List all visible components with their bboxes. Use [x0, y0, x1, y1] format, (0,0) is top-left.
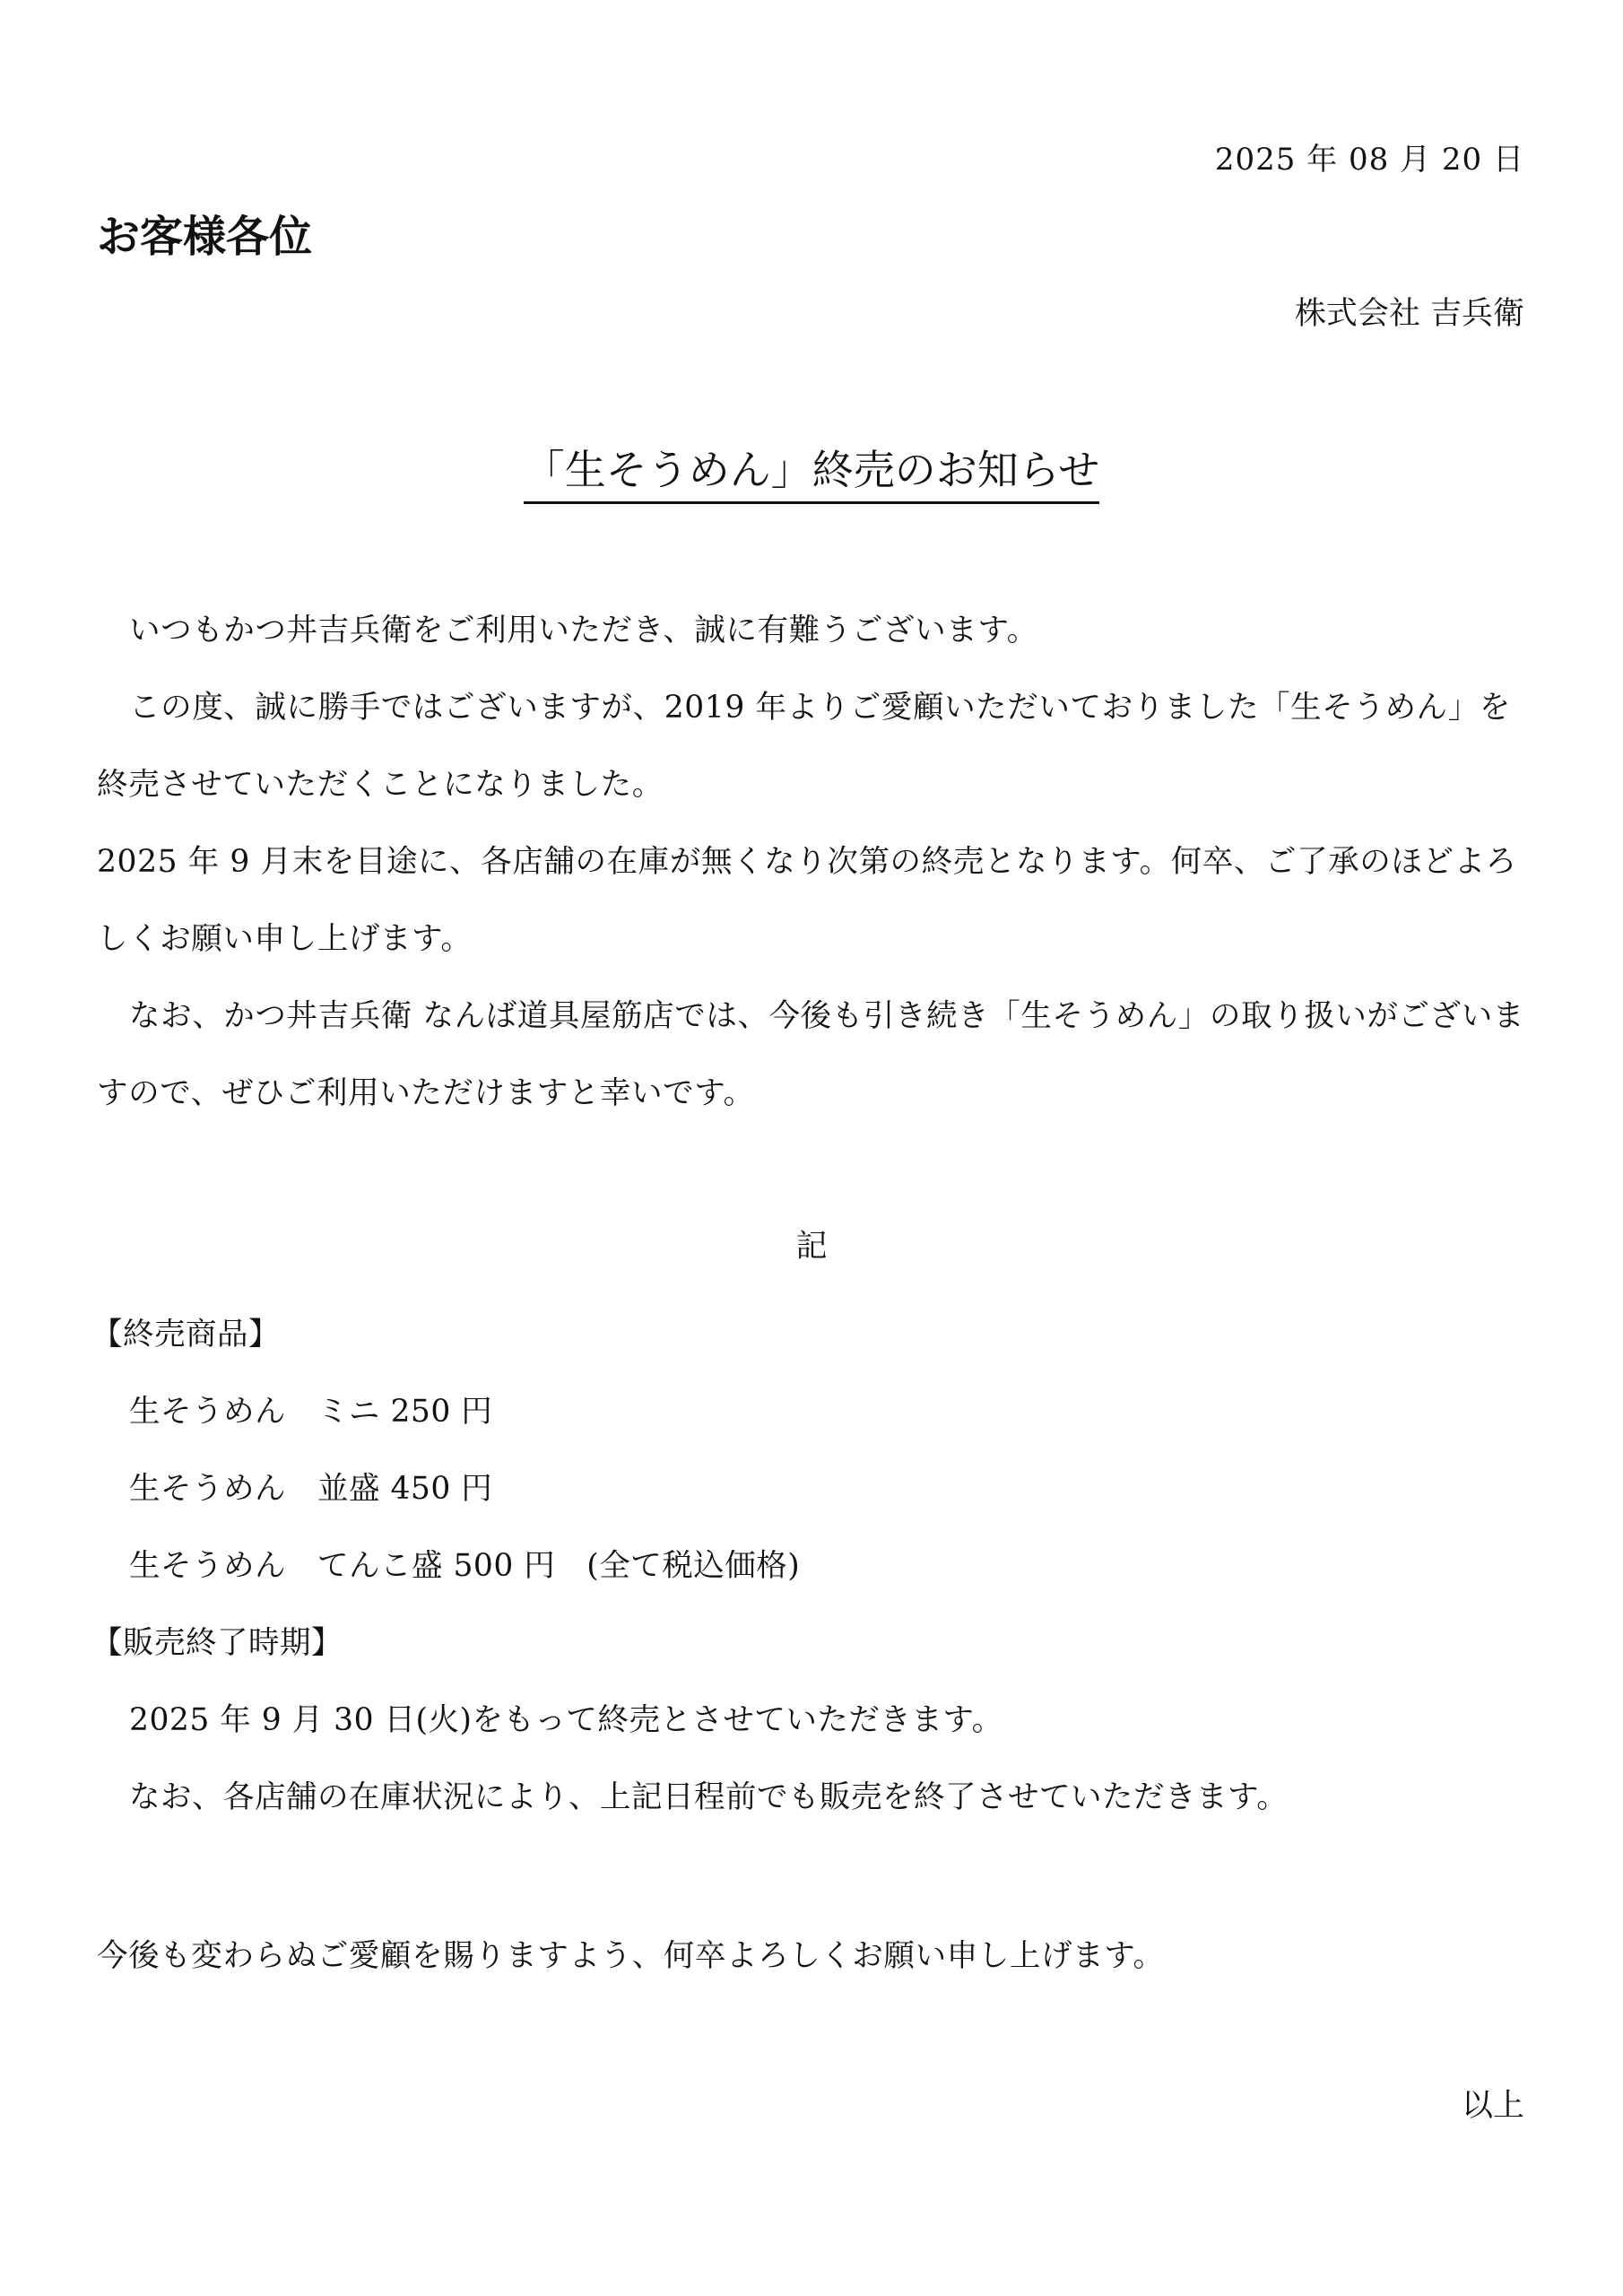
closing-remark: 今後も変わらぬご愛顧を賜りますよう、何卒よろしくお願い申し上げます。 — [97, 1938, 1165, 1974]
ijo-end-mark: 以上 — [1461, 2088, 1524, 2124]
body-paragraph-namba-store: なお、かつ丼吉兵衛 なんば道具屋筋店では、今後も引き続き「生そうめん」の取り扱いがございますので、ぜひご利用いただけますと幸いです。 — [97, 998, 1524, 1111]
body-paragraph-announcement: この度、誠に勝手ではございますが、2019 年よりご愛顧いただいておりました「生そうめん」を終売させていただくことになりました。 — [97, 690, 1511, 803]
document-title — [0, 438, 1623, 497]
body-paragraph-schedule: 2025 年 9 月末を目途に、各店舗の在庫が無くなり次第の終売となります。何卒、ご了承のほどよろしくお願い申し上げます。 — [97, 844, 1517, 957]
product-item-regular: 生そうめん 並盛 450 円 — [129, 1471, 493, 1507]
sender-company: 株式会社 吉兵衛 — [1294, 296, 1524, 332]
body-text — [97, 592, 1527, 1132]
ki-heading: 記 — [795, 1229, 828, 1265]
addressee: お客様各位 — [97, 212, 313, 262]
details-section — [91, 1296, 1532, 1836]
document-title-text: 「生そうめん」終売のお知らせ — [524, 446, 1100, 504]
period-line-end-date: 2025 年 9 月 30 日(火)をもって終売とさせていただきます。 — [129, 1702, 1003, 1738]
period-line-early-end: なお、各店舗の在庫状況により、上記日程前でも販売を終了させていただきます。 — [129, 1779, 1289, 1815]
products-label: 【終売商品】 — [91, 1317, 280, 1352]
document-date: 2025 年 08 月 20 日 — [1214, 142, 1524, 178]
product-item-mini: 生そうめん ミニ 250 円 — [129, 1394, 493, 1430]
body-paragraph-greeting: いつもかつ丼吉兵衛をご利用いただき、誠に有難うございます。 — [129, 613, 1038, 648]
product-item-large: 生そうめん てんこ盛 500 円 (全て税込価格) — [129, 1548, 801, 1584]
period-label: 【販売終了時期】 — [91, 1625, 343, 1661]
